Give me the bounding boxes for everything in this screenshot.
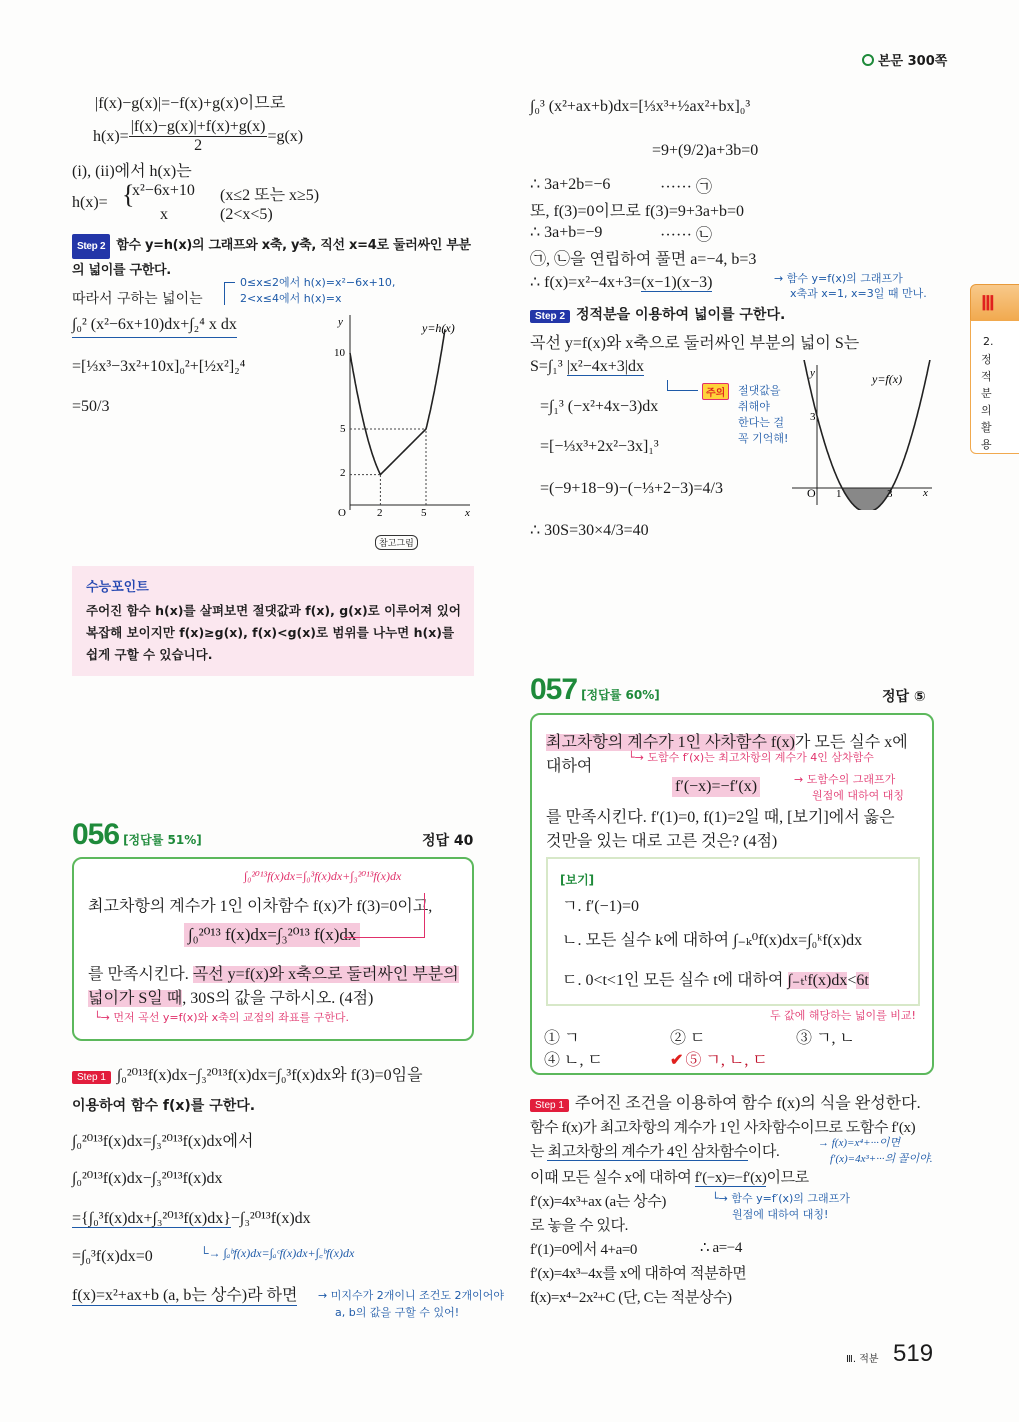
- page-number: 519: [893, 1340, 934, 1367]
- note-text: 먼저 곡선 y=f(x)와 x축의 교점의 좌표를 구한다.: [113, 1011, 350, 1024]
- note-text: 도함수의 그래프가: [806, 773, 896, 786]
- y-tick: 3: [810, 411, 816, 423]
- choice-5[interactable]: [670, 1047, 768, 1070]
- equation: =50/3: [72, 398, 110, 415]
- reference-text: 본문 300쪽: [878, 54, 948, 69]
- note-text: ∫ₐᵇf(x)dx=∫ₐᶜf(x)dx+∫꜀ᵇf(x)dx: [223, 1246, 355, 1260]
- expr: S=∫₁³: [530, 358, 567, 375]
- note-arrow: [344, 893, 425, 938]
- origin-label: O: [338, 507, 346, 519]
- text: 는: [530, 1144, 548, 1160]
- curve-label: y=h(x): [422, 321, 455, 335]
- text: 이므로: [766, 1170, 809, 1186]
- formula-lhs: h(x)=: [93, 127, 129, 145]
- note-arrow: [224, 282, 235, 305]
- underlined-expr: (x−1)(x−3): [641, 274, 713, 291]
- y-label: y: [810, 367, 815, 379]
- step-badge: Step 1: [530, 1099, 569, 1112]
- fraction: [129, 118, 268, 155]
- note-text: 꼭 기억해!: [738, 432, 789, 445]
- answer: 정답 ⑤: [882, 689, 926, 705]
- step2-heading: [530, 304, 785, 324]
- choice-1[interactable]: ① ㄱ: [544, 1030, 580, 1047]
- underlined-text: 최고차항의 계수가 4인 삼차함수: [547, 1144, 748, 1160]
- note-text: 원점에 대하여 대칭: [812, 789, 905, 802]
- expr: −∫₃²⁰¹³f(x)dx: [230, 1210, 311, 1227]
- text-line: 함수 f(x)가 최고차항의 계수가 1인 사차함수이므로 도함수 f′(x): [530, 1120, 916, 1136]
- y-tick: 5: [340, 423, 346, 435]
- graph-f: [790, 360, 940, 510]
- problem-text: 를 만족시킨다. f′(1)=0, f(1)=2일 때, [보기]에서 옳은: [546, 809, 895, 826]
- equation: ∴ 3a+b=−9: [530, 224, 603, 241]
- note-text: x축과 x=1, x=3일 때 만나.: [790, 287, 927, 300]
- step-badge: Step 1: [72, 1071, 111, 1084]
- note-text: a, b의 값을 구할 수 있어!: [335, 1306, 460, 1319]
- step1-heading: [72, 1062, 423, 1085]
- note: └→ 함수 y=f′(x)의 그래프가: [712, 1192, 850, 1205]
- reference-page: [862, 50, 947, 69]
- highlight-text: 6t: [856, 972, 869, 989]
- text-line: f′(x)=4x³−4x를 x에 대하여 적분하면: [530, 1266, 747, 1282]
- note-text: 도함수 f′(x)는 최고차항의 계수가 4인 삼차함수: [647, 751, 874, 764]
- note-text: 한다는 걸: [738, 416, 785, 429]
- text-line: 곡선 y=f(x)와 x축으로 둘러싸인 부분의 넓이 S는: [530, 335, 860, 352]
- problem-056-box: [72, 857, 474, 1041]
- x-label: x: [465, 507, 470, 519]
- step-text: ∫₀²⁰¹³f(x)dx−∫₃²⁰¹³f(x)dx=∫₀³f(x)dx와 f(3)=0임을: [116, 1067, 423, 1084]
- circle-icon: [862, 54, 874, 66]
- problem-057-box: [530, 713, 934, 1075]
- curve-h: [350, 329, 445, 474]
- highlight-text: 곡선 y=f(x)와 x축으로 둘러싸인 부분의: [192, 966, 459, 983]
- section-number: 2.: [983, 335, 994, 348]
- text: 이때 모든 실수 x에 대하여: [530, 1170, 695, 1186]
- text: 가 모든 실수 x에: [794, 734, 908, 751]
- text-line: [530, 1140, 779, 1161]
- piece2-expr: x: [160, 206, 168, 223]
- note-text: 원점에 대하여 대칭!: [732, 1208, 829, 1221]
- bogi-title: [보기]: [560, 873, 595, 887]
- step1-heading: [530, 1090, 921, 1113]
- text-line: 따라서 구하는 넓이는: [72, 291, 203, 307]
- note: → 도함수의 그래프가: [794, 773, 896, 786]
- reference-figure-label: 참고그림: [375, 535, 418, 550]
- x-tick: 5: [421, 507, 427, 519]
- equation: f′(1)=0에서 4+a=0: [530, 1242, 638, 1258]
- note: 두 값에 해당하는 넓이를 비교!: [770, 1009, 916, 1022]
- caution-note: [738, 383, 788, 447]
- choice-text: ⑤ ㄱ, ㄴ, ㄷ: [685, 1052, 768, 1069]
- problem-text: [88, 961, 459, 984]
- tip-text: 복잡해 보이지만 f(x)≥g(x), f(x)<g(x)로 범위를 나누면 h(x)를: [86, 625, 455, 640]
- equation: =[⅓x³−3x²+10x]₀²+[½x²]₂⁴: [72, 358, 246, 375]
- note: ∫₀²⁰¹³f(x)dx=∫₀³f(x)dx+∫₃²⁰¹³f(x)dx: [244, 869, 402, 883]
- piece1-expr: x²−6x+10: [132, 182, 195, 199]
- step-text: 이용하여 함수 f(x)를 구한다.: [72, 1098, 256, 1114]
- answer: 정답 40: [422, 833, 474, 849]
- note-text: 미지수가 2개이니 조건도 2개이어야: [330, 1289, 504, 1302]
- equation: ∫₀²⁰¹³f(x)dx=∫₃²⁰¹³f(x)dx에서: [72, 1133, 254, 1150]
- equation: ∴ 3a+2b=−6: [530, 176, 611, 193]
- tip-box: [72, 566, 474, 676]
- equation: =∫₀³f(x)dx=0: [72, 1248, 153, 1265]
- bogi-item: ㄱ. f′(−1)=0: [562, 898, 639, 915]
- step-text: 주어진 조건을 이용하여 함수 f(x)의 식을 완성한다.: [574, 1095, 921, 1112]
- y-tick: 2: [340, 467, 346, 479]
- numerator: |f(x)−g(x)|+f(x)+g(x): [130, 118, 266, 135]
- note-text: f′(x)=4x³+···의 꼴이야.: [830, 1153, 933, 1165]
- text: 를 만족시킨다.: [88, 966, 193, 983]
- equation-marker: ······ ㉠: [660, 179, 712, 196]
- expr: ∴ f(x)=x²−4x+3=: [530, 274, 642, 291]
- equation: ∫₀³ (x²+ax+b)dx=[⅓x³+½ax²+bx]₀³: [530, 98, 751, 115]
- origin-label: O: [807, 486, 816, 500]
- text-line: [530, 1166, 809, 1187]
- step-badge: Step 2: [530, 310, 570, 323]
- equation: =(−9+18−9)−(−⅓+2−3)=4/3: [540, 480, 723, 497]
- note-text: 함수 y=f(x)의 그래프가: [786, 272, 903, 285]
- tip-text: 쉽게 구할 수 있습니다.: [86, 647, 213, 662]
- text: 이다.: [747, 1144, 780, 1160]
- note: → 미지수가 2개이니 조건도 2개이어야: [318, 1289, 504, 1302]
- piecewise-lhs: h(x)=: [72, 194, 108, 211]
- equation: f(x)=x⁴−2x²+C (단, C는 적분상수): [530, 1290, 732, 1306]
- section-label: 정적분의 활용: [981, 353, 992, 451]
- step-text: 함수 y=h(x)의 그래프와 x축, y축, 직선 x=4로 둘러싸인 부: [116, 238, 459, 253]
- y-label: y: [338, 316, 343, 328]
- equation: ∫₀²⁰¹³f(x)dx−∫₃²⁰¹³f(x)dx: [72, 1170, 223, 1187]
- underlined-expr: ={∫₀³f(x)dx+∫₃²⁰¹³f(x)dx}: [72, 1210, 231, 1227]
- step-text: 정적분을 이용하여 넓이를 구한다.: [576, 307, 786, 323]
- equation: [72, 1208, 311, 1228]
- bogi-item: [562, 967, 869, 990]
- problem-text: [88, 985, 373, 1008]
- text: <: [847, 972, 857, 989]
- text-line: |f(x)−g(x)|=−f(x)+g(x)이므로: [95, 95, 286, 112]
- problem-text: 대하여: [546, 758, 593, 775]
- note: → 함수 y=f(x)의 그래프가: [774, 272, 903, 285]
- chapter-tab[interactable]: [970, 284, 1019, 322]
- note-arrow: [667, 380, 698, 391]
- problem-056-header: [72, 818, 202, 852]
- equation: f′(x)=4x³+ax (a는 상수): [530, 1194, 666, 1210]
- x-label: x: [923, 487, 928, 499]
- choice-3[interactable]: ③ ㄱ, ㄴ: [796, 1030, 855, 1047]
- note: └→ 도함수 f′(x)는 최고차항의 계수가 4인 삼차함수: [628, 751, 874, 764]
- tip-title: 수능포인트: [86, 580, 149, 595]
- text: , 30S의 값을 구하시오. (4점): [182, 990, 374, 1007]
- tip-text: 주어진 함수 h(x)를 살펴보면 절댓값과 f(x), g(x)로 이루어져 있어: [86, 603, 461, 618]
- caution-badge: 주의: [702, 383, 729, 400]
- underlined-expr: |x²−4x+3|dx: [566, 358, 644, 375]
- equation: =∫₁³ (−x²+4x−3)dx: [540, 398, 659, 415]
- text-line: 로 놓을 수 있다.: [530, 1218, 628, 1234]
- condition-equation: f′(−x)=−f′(x): [672, 777, 760, 797]
- highlight-text: 넓이가 S일 때: [88, 990, 183, 1007]
- underlined-text: f′(−x)=−f′(x): [694, 1170, 767, 1186]
- choice-4[interactable]: ④ ㄴ, ㄷ: [544, 1052, 603, 1069]
- equation: ∴ a=−4: [700, 1240, 742, 1256]
- equation: ∫₀² (x²−6x+10)dx+∫₂⁴ x dx: [72, 316, 237, 338]
- brace: {: [122, 180, 135, 209]
- equation: 또, f(3)=0이므로 f(3)=9+3a+b=0: [530, 203, 745, 220]
- section-tab[interactable]: [970, 320, 1019, 454]
- y-tick: 10: [334, 347, 345, 359]
- equation: =9+(9/2)a+3b=0: [652, 142, 759, 159]
- note: └→ 먼저 곡선 y=f(x)와 x축의 교점의 좌표를 구한다.: [94, 1011, 350, 1024]
- bogi-box: [546, 857, 920, 1006]
- equation-marker: ······ ㉡: [660, 227, 712, 244]
- step-badge: Step 2: [72, 234, 110, 259]
- condition-equation: ∫₀²⁰¹³ f(x)dx=∫₃²⁰¹³ f(x)dx: [184, 923, 360, 947]
- denominator: 2: [194, 137, 203, 154]
- note: └→ ∫ₐᵇf(x)dx=∫ₐᶜf(x)dx+∫꜀ᵇf(x)dx: [200, 1246, 355, 1260]
- problem-057-header: [530, 673, 660, 707]
- equation: [530, 272, 712, 292]
- piece1-cond: (x≤2 또는 x≥5): [220, 187, 320, 204]
- text: ㄷ. 0<t<1인 모든 실수 t에 대하여: [562, 972, 788, 989]
- text-line: (i), (ii)에서 h(x)는: [72, 163, 192, 180]
- problem-text: 최고차항의 계수가 1인 이차함수 f(x)가 f(3)=0이고,: [88, 898, 433, 915]
- chapter-numeral: Ⅲ: [981, 293, 995, 315]
- graph-h: [320, 310, 480, 525]
- x-tick: 2: [377, 507, 383, 519]
- note: → f(x)=x⁴+···이면: [818, 1137, 901, 1149]
- problem-text: 것만을 있는 대로 고른 것은? (4점): [546, 833, 778, 850]
- note-text: f(x)=x⁴+···이면: [831, 1137, 901, 1149]
- correct-rate: [정답률 51%]: [123, 833, 202, 847]
- equation: f(x)=x²+ax+b (a, b는 상수)라 하면: [72, 1282, 297, 1306]
- problem-number: 057: [530, 673, 578, 706]
- bogi-item: ㄴ. 모든 실수 k에 대하여 ∫₋ₖ⁰f(x)dx=∫₀ᵏf(x)dx: [562, 932, 863, 949]
- x-tick: 1: [836, 488, 842, 500]
- problem-number: 056: [72, 818, 120, 851]
- curve-label: y=f(x): [872, 372, 903, 386]
- equation: =[−⅓x³+2x²−3x]₁³: [540, 438, 659, 455]
- footer-chapter: Ⅲ. 적분: [846, 1354, 879, 1365]
- highlight-text: 최고차항의 계수가 1인 사차함수 f(x): [546, 734, 795, 751]
- note: 0≤x≤2에서 h(x)=x²−6x+10,: [240, 276, 396, 289]
- note: 2<x≤4에서 h(x)=x: [240, 292, 342, 305]
- equation: [530, 358, 644, 376]
- h-formula: [93, 118, 303, 155]
- note-text: 함수 y=f′(x)의 그래프가: [731, 1192, 850, 1205]
- equation: ∴ 30S=30×4/3=40: [530, 522, 649, 539]
- highlight-text: ∫₋ₜᵗf(x)dx: [787, 972, 848, 989]
- note-text: 취해야: [738, 400, 770, 413]
- equation: ㉠, ㉡을 연립하여 풀면 a=−4, b=3: [530, 251, 757, 268]
- formula-rhs: =g(x): [267, 127, 304, 145]
- choice-2[interactable]: ② ㄷ: [670, 1030, 706, 1047]
- checkmark-icon: ✔: [670, 1052, 684, 1069]
- correct-rate: [정답률 60%]: [581, 688, 660, 702]
- piece2-cond: (2<x<5): [220, 206, 273, 223]
- step-text: 분의 넓이를 구한다.: [72, 238, 471, 278]
- note-text: 절댓값을: [738, 384, 781, 397]
- x-tick: 3: [887, 488, 893, 500]
